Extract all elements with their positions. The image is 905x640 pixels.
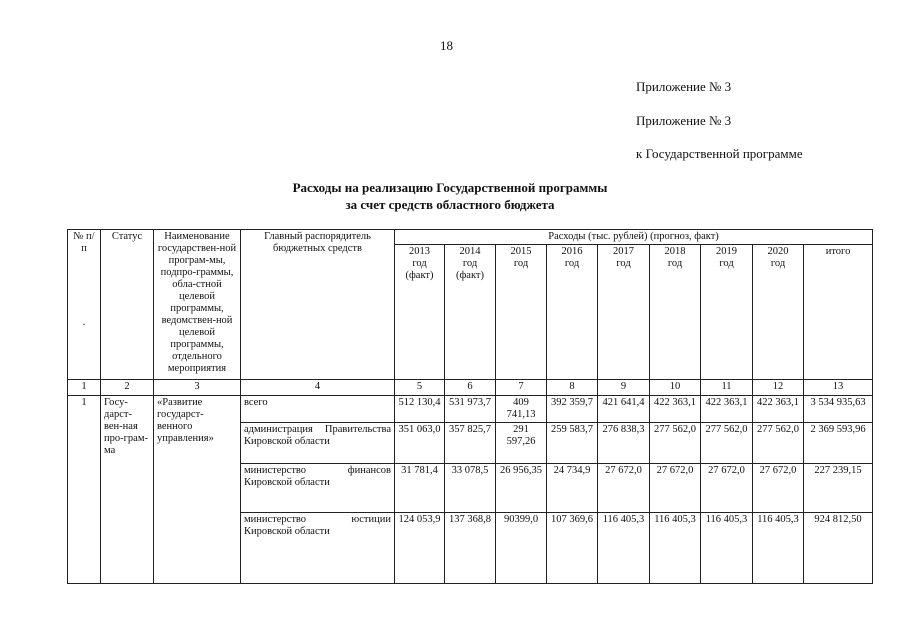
column-number: 1	[68, 380, 101, 396]
value-cell-total: 227 239,15	[804, 464, 873, 513]
program-name: «Развитие государст-венного управления»	[154, 396, 241, 584]
program-index: 1	[68, 396, 101, 584]
header-year-2017: 2017 год	[598, 245, 650, 380]
column-number: 10	[650, 380, 701, 396]
column-number: 9	[598, 380, 650, 396]
header-total: итого	[804, 245, 873, 380]
value-cell: 137 368,8	[445, 513, 496, 584]
header-status: Статус	[101, 230, 154, 380]
distributor-cell: министерство юстиции Кировской области	[241, 513, 395, 584]
value-cell-total: 2 369 593,96	[804, 423, 873, 464]
value-cell: 27 672,0	[701, 464, 753, 513]
header-year-2019: 2019 год	[701, 245, 753, 380]
distributor-cell: администрация Правительства Кировской области	[241, 423, 395, 464]
value-cell: 277 562,0	[753, 423, 804, 464]
page-number: 18	[440, 38, 453, 53]
header-num-dot: .	[82, 317, 86, 328]
column-number: 11	[701, 380, 753, 396]
value-cell: 259 583,7	[547, 423, 598, 464]
value-cell-total: 3 534 935,63	[804, 396, 873, 423]
distributor-cell: всего	[241, 396, 395, 423]
column-number: 2	[101, 380, 154, 396]
value-cell: 116 405,3	[598, 513, 650, 584]
column-number: 4	[241, 380, 395, 396]
value-cell: 31 781,4	[395, 464, 445, 513]
header-year-2016: 2016 год	[547, 245, 598, 380]
table-row-total	[68, 396, 873, 423]
value-cell: 124 053,9	[395, 513, 445, 584]
value-cell-total: 924 812,50	[804, 513, 873, 584]
expenses-table	[67, 229, 873, 584]
program-status: Госу-дарст-вен-ная про-грам-ма	[101, 396, 154, 584]
column-number-row	[68, 380, 873, 396]
document-title	[230, 179, 670, 213]
title-line-2: за счет средств областного бюджета	[345, 197, 555, 212]
header-row-1	[68, 230, 873, 245]
value-cell: 277 562,0	[701, 423, 753, 464]
value-cell: 291 597,26	[496, 423, 547, 464]
value-cell: 116 405,3	[701, 513, 753, 584]
column-number: 3	[154, 380, 241, 396]
appendix-line-1: Приложение № 3	[636, 79, 732, 94]
value-cell: 277 562,0	[650, 423, 701, 464]
value-cell: 26 956,35	[496, 464, 547, 513]
appendix-line-3: к Государственной программе	[636, 146, 803, 161]
value-cell: 276 838,3	[598, 423, 650, 464]
header-num-label: № п/п	[73, 231, 95, 254]
value-cell: 90399,0	[496, 513, 547, 584]
value-cell: 357 825,7	[445, 423, 496, 464]
header-year-2014: 2014 год (факт)	[445, 245, 496, 380]
column-number: 13	[804, 380, 873, 396]
value-cell: 351 063,0	[395, 423, 445, 464]
value-cell: 392 359,7	[547, 396, 598, 423]
value-cell: 422 363,1	[701, 396, 753, 423]
header-year-2013: 2013 год (факт)	[395, 245, 445, 380]
value-cell: 27 672,0	[650, 464, 701, 513]
value-cell: 27 672,0	[753, 464, 804, 513]
column-number: 8	[547, 380, 598, 396]
distributor-cell: министерство финансов Кировской области	[241, 464, 395, 513]
value-cell: 422 363,1	[753, 396, 804, 423]
column-number: 7	[496, 380, 547, 396]
title-line-1: Расходы на реализацию Государственной программы	[292, 180, 608, 195]
value-cell: 421 641,4	[598, 396, 650, 423]
value-cell: 116 405,3	[650, 513, 701, 584]
value-cell: 422 363,1	[650, 396, 701, 423]
header-num	[68, 230, 101, 380]
value-cell: 531 973,7	[445, 396, 496, 423]
value-cell: 33 078,5	[445, 464, 496, 513]
column-number: 6	[445, 380, 496, 396]
header-expenses: Расходы (тыс. рублей) (прогноз, факт)	[395, 230, 873, 245]
column-number: 5	[395, 380, 445, 396]
value-cell: 107 369,6	[547, 513, 598, 584]
header-distributor: Главный распорядитель бюджетных средств	[241, 230, 395, 380]
value-cell: 512 130,4	[395, 396, 445, 423]
column-number: 12	[753, 380, 804, 396]
value-cell: 24 734,9	[547, 464, 598, 513]
header-year-2018: 2018 год	[650, 245, 701, 380]
header-name: Наименование государствен-ной програм-мы, подпро-граммы, обла-стной целевой программы, ведомствен-ной целевой программы, отдельного мероприятия	[154, 230, 241, 380]
value-cell: 27 672,0	[598, 464, 650, 513]
header-year-2015: 2015 год	[496, 245, 547, 380]
value-cell: 116 405,3	[753, 513, 804, 584]
value-cell: 409 741,13	[496, 396, 547, 423]
appendix-line-2: Приложение № 3	[636, 113, 732, 128]
header-year-2020: 2020 год	[753, 245, 804, 380]
